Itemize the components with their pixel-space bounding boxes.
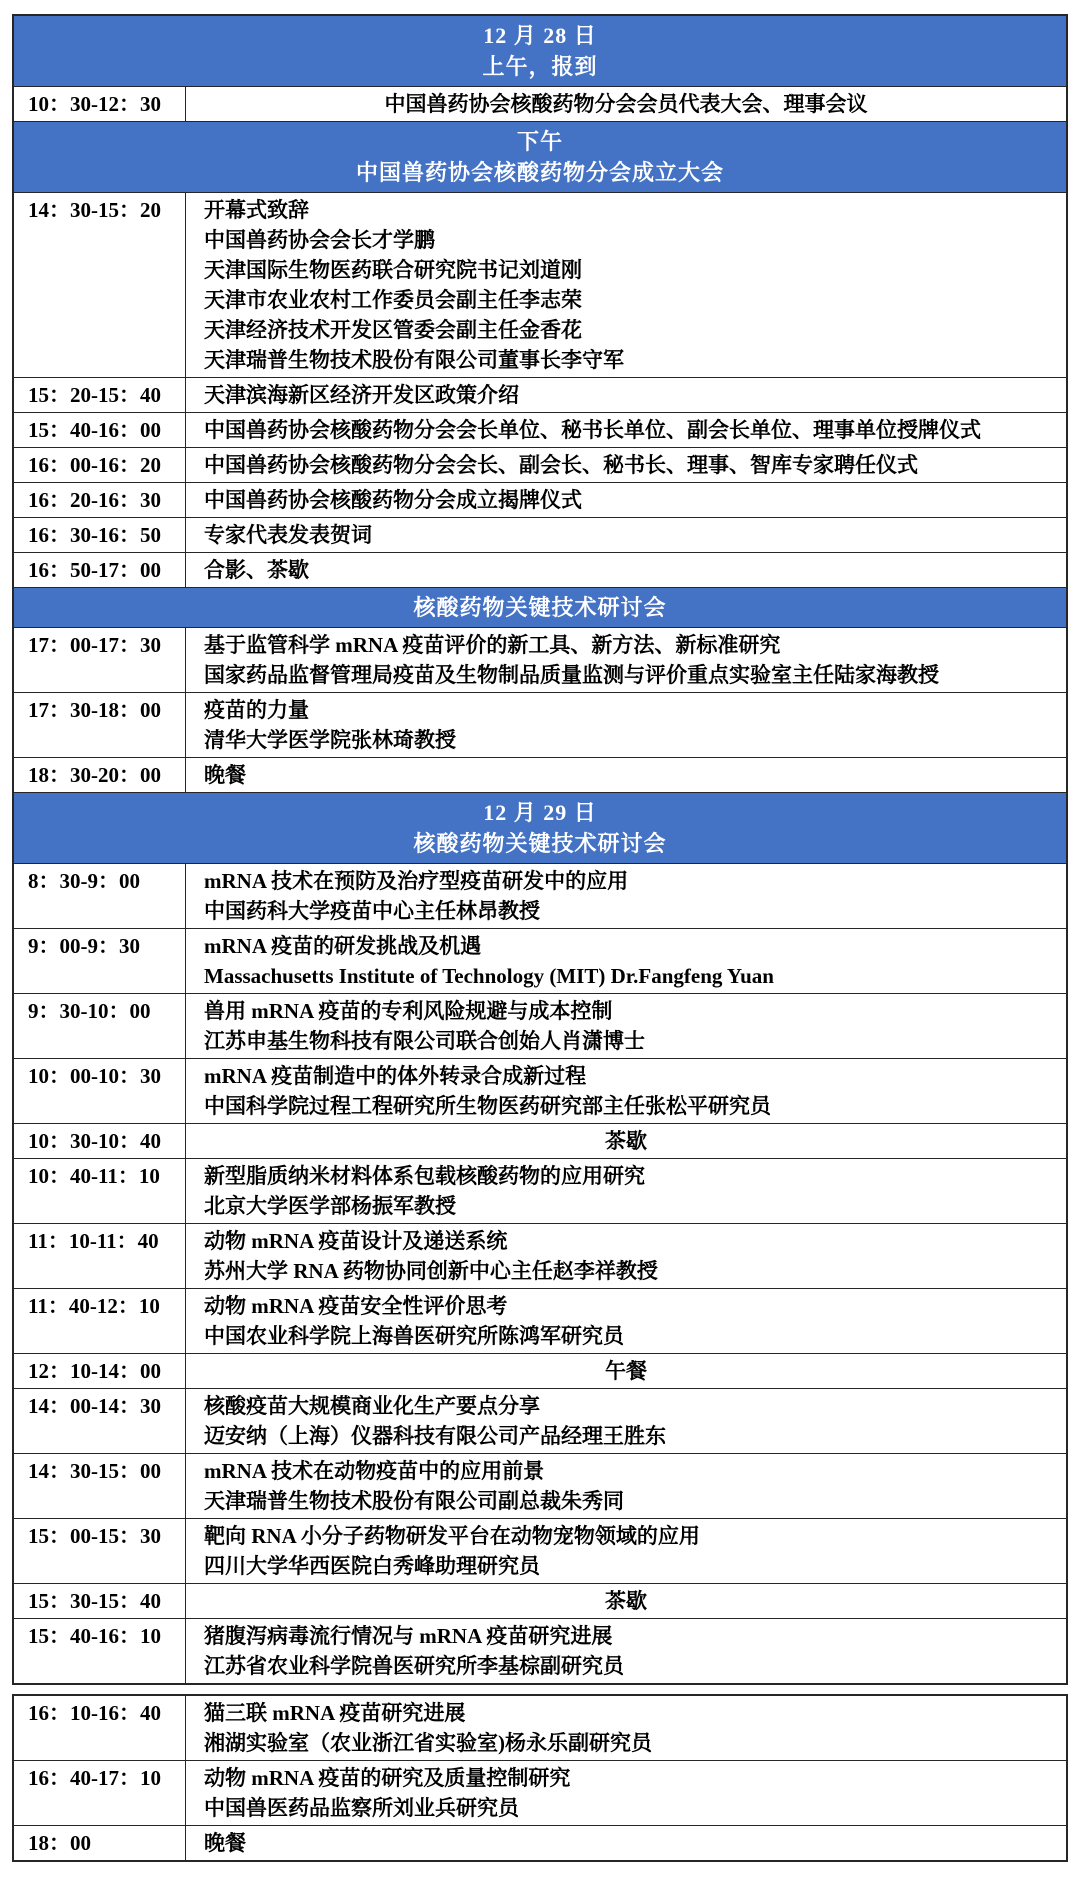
session-row	[14, 447, 1066, 482]
section-header-text: 12 月 28 日	[483, 23, 597, 48]
session-row	[14, 757, 1066, 792]
session-row	[14, 1518, 1066, 1583]
session-row	[14, 412, 1066, 447]
session-row	[14, 1158, 1066, 1223]
session-title: 晚餐	[204, 1831, 246, 1855]
session-content	[186, 1826, 1066, 1860]
section-header-text: 中国兽药协会核酸药物分会成立大会	[355, 160, 724, 185]
session-row	[14, 1353, 1066, 1388]
session-time: 9：30-10：00	[14, 994, 186, 1058]
session-time: 16：00-16：20	[14, 448, 186, 482]
session-speaker: 中国兽药协会会长才学鹏	[204, 228, 435, 252]
session-speaker: 天津经济技术开发区管委会副主任金香花	[204, 318, 582, 342]
session-content	[186, 994, 1066, 1058]
section-header-text: 12 月 29 日	[483, 800, 597, 825]
session-content	[186, 628, 1066, 692]
session-row	[14, 1058, 1066, 1123]
session-title: 新型脂质纳米材料体系包载核酸药物的应用研究	[204, 1164, 645, 1188]
session-time: 10：00-10：30	[14, 1059, 186, 1123]
session-content	[186, 87, 1066, 121]
session-content	[186, 1454, 1066, 1518]
table-gap	[12, 1685, 1068, 1694]
session-title: 动物 mRNA 疫苗的研究及质量控制研究	[204, 1766, 571, 1790]
session-time: 16：20-16：30	[14, 483, 186, 517]
session-row	[14, 1453, 1066, 1518]
session-content	[186, 1519, 1066, 1583]
session-title: 天津滨海新区经济开发区政策介绍	[204, 383, 519, 407]
session-title: 靶向 RNA 小分子药物研发平台在动物宠物领域的应用	[204, 1524, 700, 1548]
session-speaker: 中国科学院过程工程研究所生物医药研究部主任张松平研究员	[204, 1094, 771, 1118]
session-content	[186, 1619, 1066, 1683]
session-speaker: 江苏省农业科学院兽医研究所李基棕副研究员	[204, 1654, 624, 1678]
session-row	[14, 377, 1066, 412]
session-speaker: 清华大学医学院张林琦教授	[204, 728, 456, 752]
session-time: 10：30-10：40	[14, 1124, 186, 1158]
session-speaker: 天津瑞普生物技术股份有限公司副总裁朱秀同	[204, 1489, 624, 1513]
session-title: mRNA 疫苗的研发挑战及机遇	[204, 934, 482, 958]
schedule-table-dec28-29	[12, 14, 1068, 1685]
session-content	[186, 1354, 1066, 1388]
session-speaker: 国家药品监督管理局疫苗及生物制品质量监测与评价重点实验室主任陆家海教授	[204, 663, 939, 687]
section-header-text: 下午	[516, 129, 563, 154]
session-content	[186, 193, 1066, 377]
session-time: 16：50-17：00	[14, 553, 186, 587]
session-content	[186, 1224, 1066, 1288]
session-row	[14, 928, 1066, 993]
session-time: 11：40-12：10	[14, 1289, 186, 1353]
session-content	[186, 378, 1066, 412]
session-speaker: 北京大学医学部杨振军教授	[204, 1194, 456, 1218]
session-time: 16：10-16：40	[14, 1696, 186, 1760]
session-time: 17：30-18：00	[14, 693, 186, 757]
session-title: 动物 mRNA 疫苗安全性评价思考	[204, 1294, 508, 1318]
session-row	[14, 1583, 1066, 1618]
session-title: 中国兽药协会核酸药物分会会员代表大会、理事会议	[384, 92, 868, 116]
session-title: 茶歇	[605, 1129, 647, 1153]
session-row	[14, 1388, 1066, 1453]
section-header-text: 核酸药物关键技术研讨会	[413, 831, 667, 856]
session-content	[186, 1059, 1066, 1123]
schedule-table-continued	[12, 1694, 1068, 1862]
session-row	[14, 482, 1066, 517]
session-speaker: 中国兽医药品监察所刘业兵研究员	[204, 1796, 519, 1820]
session-title: 茶歇	[605, 1589, 647, 1613]
session-row	[14, 1760, 1066, 1825]
session-time: 12：10-14：00	[14, 1354, 186, 1388]
session-speaker: 中国药科大学疫苗中心主任林昂教授	[204, 899, 540, 923]
session-time: 10：40-11：10	[14, 1159, 186, 1223]
session-title: 疫苗的力量	[204, 698, 309, 722]
session-content	[186, 413, 1066, 447]
session-row	[14, 86, 1066, 121]
session-time: 18：00	[14, 1826, 186, 1860]
session-time: 15：30-15：40	[14, 1584, 186, 1618]
session-row	[14, 192, 1066, 377]
session-title: 开幕式致辞	[204, 198, 309, 222]
section-header-row	[14, 587, 1066, 627]
session-row	[14, 692, 1066, 757]
session-time: 16：40-17：10	[14, 1761, 186, 1825]
session-time: 15：00-15：30	[14, 1519, 186, 1583]
session-time: 15：20-15：40	[14, 378, 186, 412]
session-title: 中国兽药协会核酸药物分会成立揭牌仪式	[204, 488, 582, 512]
section-header-row	[14, 16, 1066, 86]
session-title: mRNA 技术在动物疫苗中的应用前景	[204, 1459, 545, 1483]
session-speaker: 天津市农业农村工作委员会副主任李志荣	[204, 288, 582, 312]
session-content	[186, 1761, 1066, 1825]
session-speaker: 四川大学华西医院白秀峰助理研究员	[204, 1554, 540, 1578]
session-content	[186, 864, 1066, 928]
session-row	[14, 1696, 1066, 1760]
session-row	[14, 1123, 1066, 1158]
session-row	[14, 993, 1066, 1058]
session-speaker: 天津瑞普生物技术股份有限公司董事长李守军	[204, 348, 624, 372]
session-title: 猪腹泻病毒流行情况与 mRNA 疫苗研究进展	[204, 1624, 613, 1648]
session-content	[186, 553, 1066, 587]
session-row	[14, 552, 1066, 587]
session-title: mRNA 疫苗制造中的体外转录合成新过程	[204, 1064, 587, 1088]
session-time: 15：40-16：00	[14, 413, 186, 447]
session-content	[186, 518, 1066, 552]
session-title: 动物 mRNA 疫苗设计及递送系统	[204, 1229, 508, 1253]
session-time: 14：00-14：30	[14, 1389, 186, 1453]
session-row	[14, 1618, 1066, 1683]
session-speaker: 迈安纳（上海）仪器科技有限公司产品经理王胜东	[204, 1424, 666, 1448]
session-time: 14：30-15：20	[14, 193, 186, 377]
session-title: 基于监管科学 mRNA 疫苗评价的新工具、新方法、新标准研究	[204, 633, 781, 657]
session-time: 10：30-12：30	[14, 87, 186, 121]
session-speaker: 湘湖实验室（农业浙江省实验室)杨永乐副研究员	[204, 1731, 652, 1755]
section-header-row	[14, 121, 1066, 192]
section-header-text: 上午，报到	[482, 54, 598, 79]
session-title: 午餐	[605, 1359, 647, 1383]
session-title: 晚餐	[204, 763, 246, 787]
session-speaker: 天津国际生物医药联合研究院书记刘道刚	[204, 258, 582, 282]
session-title: 专家代表发表贺词	[204, 523, 372, 547]
session-content	[186, 693, 1066, 757]
session-speaker: Massachusetts Institute of Technology (MIT) Dr.Fangfeng Yuan	[204, 964, 774, 988]
session-content	[186, 1389, 1066, 1453]
session-content	[186, 1159, 1066, 1223]
session-speaker: 江苏申基生物科技有限公司联合创始人肖潇博士	[204, 1029, 645, 1053]
session-time: 18：30-20：00	[14, 758, 186, 792]
section-header-row	[14, 792, 1066, 863]
session-time: 9：00-9：30	[14, 929, 186, 993]
session-row	[14, 863, 1066, 928]
session-content	[186, 1696, 1066, 1760]
session-time: 16：30-16：50	[14, 518, 186, 552]
session-content	[186, 448, 1066, 482]
session-title: mRNA 技术在预防及治疗型疫苗研发中的应用	[204, 869, 629, 893]
session-title: 中国兽药协会核酸药物分会会长单位、秘书长单位、副会长单位、理事单位授牌仪式	[204, 418, 981, 442]
section-header-text: 核酸药物关键技术研讨会	[413, 595, 667, 620]
session-title: 中国兽药协会核酸药物分会会长、副会长、秘书长、理事、智库专家聘任仪式	[204, 453, 918, 477]
session-content	[186, 929, 1066, 993]
session-row	[14, 627, 1066, 692]
session-title: 合影、茶歇	[204, 558, 309, 582]
session-row	[14, 1825, 1066, 1860]
session-speaker: 苏州大学 RNA 药物协同创新中心主任赵李祥教授	[204, 1259, 658, 1283]
session-time: 15：40-16：10	[14, 1619, 186, 1683]
session-time: 11：10-11：40	[14, 1224, 186, 1288]
session-content	[186, 758, 1066, 792]
session-row	[14, 1288, 1066, 1353]
session-time: 17：00-17：30	[14, 628, 186, 692]
session-content	[186, 1584, 1066, 1618]
session-content	[186, 1124, 1066, 1158]
session-content	[186, 483, 1066, 517]
session-content	[186, 1289, 1066, 1353]
session-speaker: 中国农业科学院上海兽医研究所陈鸿军研究员	[204, 1324, 624, 1348]
session-title: 兽用 mRNA 疫苗的专利风险规避与成本控制	[204, 999, 613, 1023]
session-title: 猫三联 mRNA 疫苗研究进展	[204, 1701, 466, 1725]
session-time: 8：30-9：00	[14, 864, 186, 928]
session-time: 14：30-15：00	[14, 1454, 186, 1518]
session-row	[14, 1223, 1066, 1288]
session-row	[14, 517, 1066, 552]
session-title: 核酸疫苗大规模商业化生产要点分享	[204, 1394, 540, 1418]
